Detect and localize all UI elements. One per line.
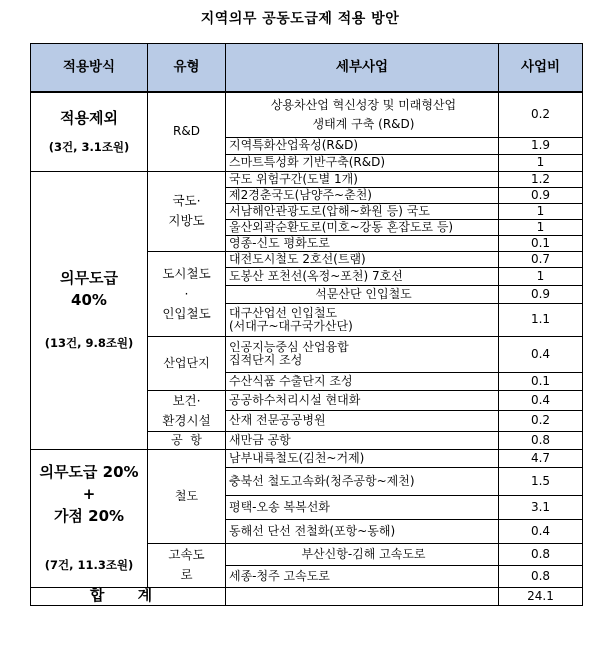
- group-excluded-label: 적용제외: [60, 108, 118, 127]
- group-mandatory40-count: (13건, 9.8조원): [44, 336, 134, 350]
- group-mandatory40: [31, 171, 148, 449]
- project-cell: [226, 336, 499, 372]
- project-cell: 스마트특성화 기반구축(R&D): [226, 154, 499, 171]
- project-cell: 동해선 단선 전철화(포항~동해): [226, 519, 499, 543]
- project-cell: 평택-오송 복복선화: [226, 495, 499, 519]
- value-cell: 0.4: [499, 390, 583, 411]
- type-highway-line: 고속도: [168, 547, 205, 562]
- project-cell: 충북선 철도고속화(청주공항~제천): [226, 467, 499, 495]
- type-highway-line: 로: [180, 567, 193, 582]
- value-cell: 0.4: [499, 336, 583, 372]
- project-cell: 제2경춘국도(남양주~춘천): [226, 187, 499, 203]
- header-row: [31, 44, 583, 93]
- value-cell: 0.8: [499, 565, 583, 587]
- group-mandatory40-label: 의무도급: [60, 269, 118, 287]
- project-cell: 울산외곽순환도로(미호~강동 혼잡도로 등): [226, 219, 499, 235]
- project-cell: 산재 전문공공병원: [226, 411, 499, 432]
- total-label-text: 합 계: [89, 586, 167, 604]
- project-cell: 남부내륙철도(김천~거제): [226, 449, 499, 467]
- group-mandatory20-bonus: 가점 20%: [53, 507, 125, 525]
- value-cell: 0.9: [499, 187, 583, 203]
- project-cell: 세종-청주 고속도로: [226, 565, 499, 587]
- type-health-line: 환경시설: [162, 412, 211, 428]
- group-mandatory20: [31, 449, 148, 587]
- type-urbanrail-line: 인입철도: [162, 305, 211, 321]
- project-line: 인공지능중심 산업융합: [229, 340, 349, 354]
- project-cell: [226, 92, 499, 137]
- group-excluded-count: (3건, 3.1조원): [48, 139, 130, 154]
- project-cell: 석문산단 인입철도: [226, 285, 499, 303]
- project-cell: 대전도시철도 2호선(트램): [226, 251, 499, 267]
- value-cell: 0.1: [499, 235, 583, 251]
- project-cell: 도봉산 포천선(옥정~포천) 7호선: [226, 267, 499, 285]
- value-cell: 0.2: [499, 92, 583, 137]
- value-cell: 1.2: [499, 171, 583, 187]
- header-ratio: 사업비: [499, 44, 583, 93]
- value-cell: 1: [499, 267, 583, 285]
- group-mandatory20-label: 의무도급 20%: [39, 463, 139, 481]
- group-mandatory20-plus: +: [82, 485, 96, 503]
- total-blank-cell: [226, 587, 499, 605]
- total-label: [31, 587, 226, 605]
- group-mandatory40-ratio: 40%: [71, 291, 107, 309]
- type-road-line: 지방도: [168, 213, 205, 228]
- value-cell: 0.8: [499, 543, 583, 565]
- type-industrial: 산업단지: [148, 336, 226, 390]
- type-urbanrail-line: 도시철도: [162, 265, 211, 281]
- group-excluded: [31, 92, 148, 171]
- type-urbanrail-line: ·: [184, 285, 189, 301]
- value-cell: 0.2: [499, 411, 583, 432]
- project-cell: 부산신항-김해 고속도로: [226, 543, 499, 565]
- project-cell: 영종-신도 평화도로: [226, 235, 499, 251]
- value-cell: 1.5: [499, 467, 583, 495]
- project-cell: 공공하수처리시설 현대화: [226, 390, 499, 411]
- value-cell: 1: [499, 203, 583, 219]
- total-row: [31, 587, 583, 605]
- type-road: [148, 171, 226, 251]
- value-cell: 4.7: [499, 449, 583, 467]
- table-row: [31, 449, 583, 467]
- project-line: (서대구~대구국가산단): [229, 318, 353, 333]
- type-airport: 공 항: [148, 431, 226, 449]
- header-project: 세부사업: [226, 44, 499, 93]
- header-type: 유형: [148, 44, 226, 93]
- project-cell: 수산식품 수출단지 조성: [226, 372, 499, 390]
- project-line: 상용차산업 혁신성장 및 미래형산업: [270, 97, 457, 112]
- header-method: 적용방식: [31, 44, 148, 93]
- project-cell: 지역특화산업육성(R&D): [226, 137, 499, 154]
- value-cell: 0.9: [499, 285, 583, 303]
- project-line: 대구산업선 인입철도: [229, 305, 338, 320]
- page-title: 지역의무 공동도급제 적용 방안: [200, 11, 400, 27]
- value-cell: 3.1: [499, 495, 583, 519]
- group-mandatory20-count: (7건, 11.3조원): [44, 558, 134, 572]
- table-row: [31, 92, 583, 137]
- application-plan-table: [30, 43, 583, 606]
- value-cell: 0.7: [499, 251, 583, 267]
- value-cell: 1.1: [499, 303, 583, 336]
- value-cell: 1.9: [499, 137, 583, 154]
- value-cell: 0.4: [499, 519, 583, 543]
- table-row: [31, 171, 583, 187]
- value-cell: 1: [499, 154, 583, 171]
- project-cell: 서남해안관광도로(압해~화원 등) 국도: [226, 203, 499, 219]
- value-cell: 0.8: [499, 431, 583, 449]
- total-value: 24.1: [499, 587, 583, 605]
- project-cell: 새만금 공항: [226, 431, 499, 449]
- type-health-line: 보건·: [172, 392, 201, 408]
- project-cell: [226, 303, 499, 336]
- type-highway: [148, 543, 226, 587]
- type-road-line: 국도·: [172, 193, 201, 208]
- project-line: 생태계 구축 (R&D): [312, 116, 415, 131]
- type-rnd: R&D: [148, 92, 226, 171]
- type-rail: 철도: [148, 449, 226, 543]
- type-urbanrail: [148, 251, 226, 336]
- project-cell: 국도 위험구간(도별 1개): [226, 171, 499, 187]
- project-line: 집적단지 조성: [229, 353, 303, 367]
- type-health: [148, 390, 226, 431]
- value-cell: 0.1: [499, 372, 583, 390]
- value-cell: 1: [499, 219, 583, 235]
